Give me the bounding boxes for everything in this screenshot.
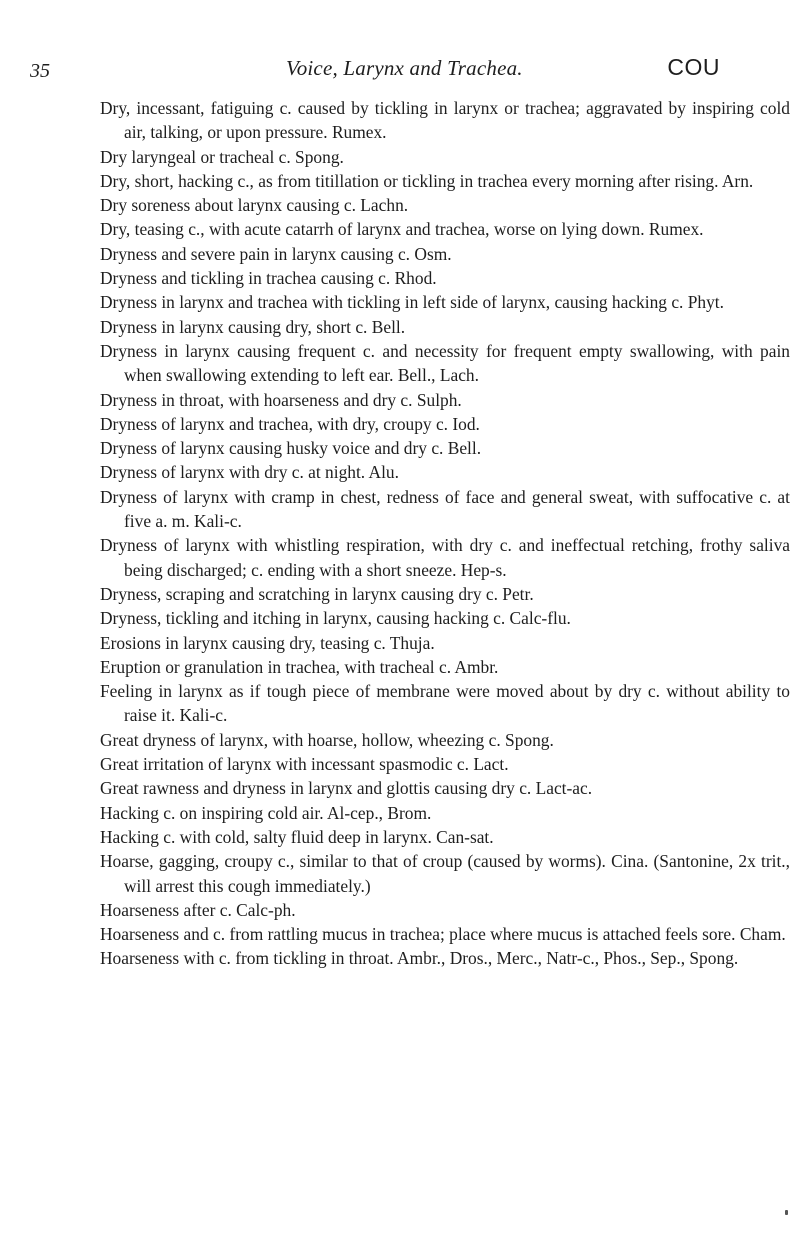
list-item: Great irritation of larynx with incessant spasmodic c. Lact. [100,754,509,775]
list-item: Dryness in larynx and trachea with tickling in left side of larynx, causing hacking c. Phyt. [100,292,724,313]
list-item: Great dryness of larynx, with hoarse, hollow, wheezing c. Spong. [100,729,554,750]
list-item: Dryness of larynx with whistling respiration, with dry c. and ineffectual retching, frothy saliva being discharged; c. ending with a short sneeze. Hep-s. [100,535,790,580]
list-item: Hacking c. with cold, salty fluid deep in larynx. Can-sat. [100,826,494,847]
list-item: Dryness in larynx causing dry, short c. Bell. [100,316,406,337]
list-item: Erosions in larynx causing dry, teasing c. Thuja. [100,632,435,653]
list-item: Dryness, tickling and itching in larynx, causing hacking c. Calc-flu. [100,608,571,629]
list-item: Hoarseness and c. from rattling mucus in trachea; place where mucus is attached feels sore. Cham. [100,924,786,945]
ink-speck [785,1210,788,1215]
list-item: Dry laryngeal or tracheal c. Spong. [100,146,344,167]
list-item: Hacking c. on inspiring cold air. Al-cep., Brom. [100,802,432,823]
guide-word: COU [667,54,720,80]
entry-list [100,96,790,971]
list-item: Dry, incessant, fatiguing c. caused by tickling in larynx or trachea; aggravated by inspiring cold air, talking, or upon pressure. Rumex. [100,98,790,143]
page-number: 35 [30,60,50,82]
list-item: Dryness of larynx causing husky voice and dry c. Bell. [100,438,482,459]
list-item: Feeling in larynx as if tough piece of membrane were moved about by dry c. without ability to raise it. Kali-c. [100,681,790,726]
list-item: Dryness in throat, with hoarseness and dry c. Sulph. [100,389,462,410]
list-item: Dry, short, hacking c., as from titillation or tickling in trachea every morning after rising. Arn. [100,170,754,191]
list-item: Hoarseness after c. Calc-ph. [100,899,296,920]
running-title: Voice, Larynx and Trachea. [286,56,523,80]
list-item: Dryness of larynx and trachea, with dry, croupy c. Iod. [100,413,480,434]
list-item: Great rawness and dryness in larynx and glottis causing dry c. Lact-ac. [100,778,593,799]
list-item: Hoarse, gagging, croupy c., similar to that of croup (caused by worms). Cina. (Santonine, 2x trit., will arrest this cough immediately.) [100,851,790,896]
list-item: Hoarseness with c. from tickling in throat. Ambr., Dros., Merc., Natr-c., Phos., Sep., Spong. [100,948,739,969]
list-item: Dryness and tickling in trachea causing c. Rhod. [100,268,437,289]
list-item: Dryness of larynx with cramp in chest, redness of face and general sweat, with suffocative c. at five a. m. Kali-c. [100,486,790,532]
list-item: Dry soreness about larynx causing c. Lachn. [100,195,409,216]
list-item: Dryness and severe pain in larynx causing c. Osm. [100,243,452,264]
list-item: Dryness, scraping and scratching in larynx causing dry c. Petr. [100,583,534,604]
page-header [30,54,720,84]
list-item: Dryness of larynx with dry c. at night. Alu. [100,462,399,483]
list-item: Dryness in larynx causing frequent c. and necessity for frequent empty swallowing, with pain when swallowing extending to left ear. Bell., Lach. [100,340,790,386]
list-item: Dry, teasing c., with acute catarrh of larynx and trachea, worse on lying down. Rumex. [100,219,704,240]
list-item: Eruption or granulation in trachea, with tracheal c. Ambr. [100,656,499,677]
